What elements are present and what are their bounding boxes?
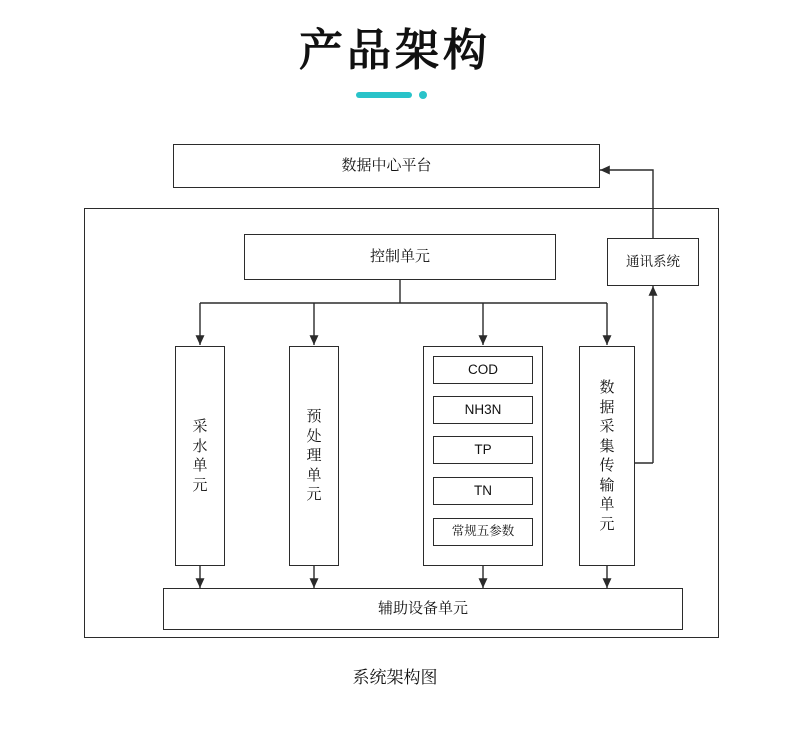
analyzer-label: COD xyxy=(468,361,498,377)
node-label: 预处理单元 xyxy=(306,408,322,504)
divider-dot xyxy=(419,91,427,99)
page-title: 产品架构 xyxy=(299,26,491,75)
analyzer-label: 常规五参数 xyxy=(451,524,515,539)
system-architecture-diagram xyxy=(0,118,790,718)
node-data-center-platform[interactable] xyxy=(173,144,600,188)
node-communication-system[interactable] xyxy=(607,238,699,286)
diagram-caption: 系统架构图 xyxy=(352,668,438,687)
divider-bar xyxy=(356,92,412,98)
node-control-unit[interactable] xyxy=(244,234,556,280)
node-water-sampling-unit[interactable] xyxy=(175,346,225,566)
analyzer-item-nh3n[interactable] xyxy=(433,396,533,424)
analyzer-item-tn[interactable] xyxy=(433,477,533,505)
title-divider xyxy=(0,88,790,102)
node-label: 数据采集传输单元 xyxy=(599,379,615,533)
analyzer-item-cod[interactable] xyxy=(433,356,533,384)
node-auxiliary-equipment-unit[interactable] xyxy=(163,588,683,630)
node-label: 辅助设备单元 xyxy=(377,599,468,617)
node-label: 采水单元 xyxy=(192,418,208,494)
node-label: 数据中心平台 xyxy=(341,156,432,174)
analyzer-item-five-parameters[interactable] xyxy=(433,518,533,546)
analyzer-label: TN xyxy=(474,482,492,498)
node-label: 控制单元 xyxy=(369,247,430,265)
node-data-acquisition-unit[interactable] xyxy=(579,346,635,566)
analyzer-item-tp[interactable] xyxy=(433,436,533,464)
node-pretreatment-unit[interactable] xyxy=(289,346,339,566)
analyzer-label: NH3N xyxy=(464,401,502,417)
node-label: 通讯系统 xyxy=(626,253,680,269)
analyzer-label: TP xyxy=(474,441,492,457)
